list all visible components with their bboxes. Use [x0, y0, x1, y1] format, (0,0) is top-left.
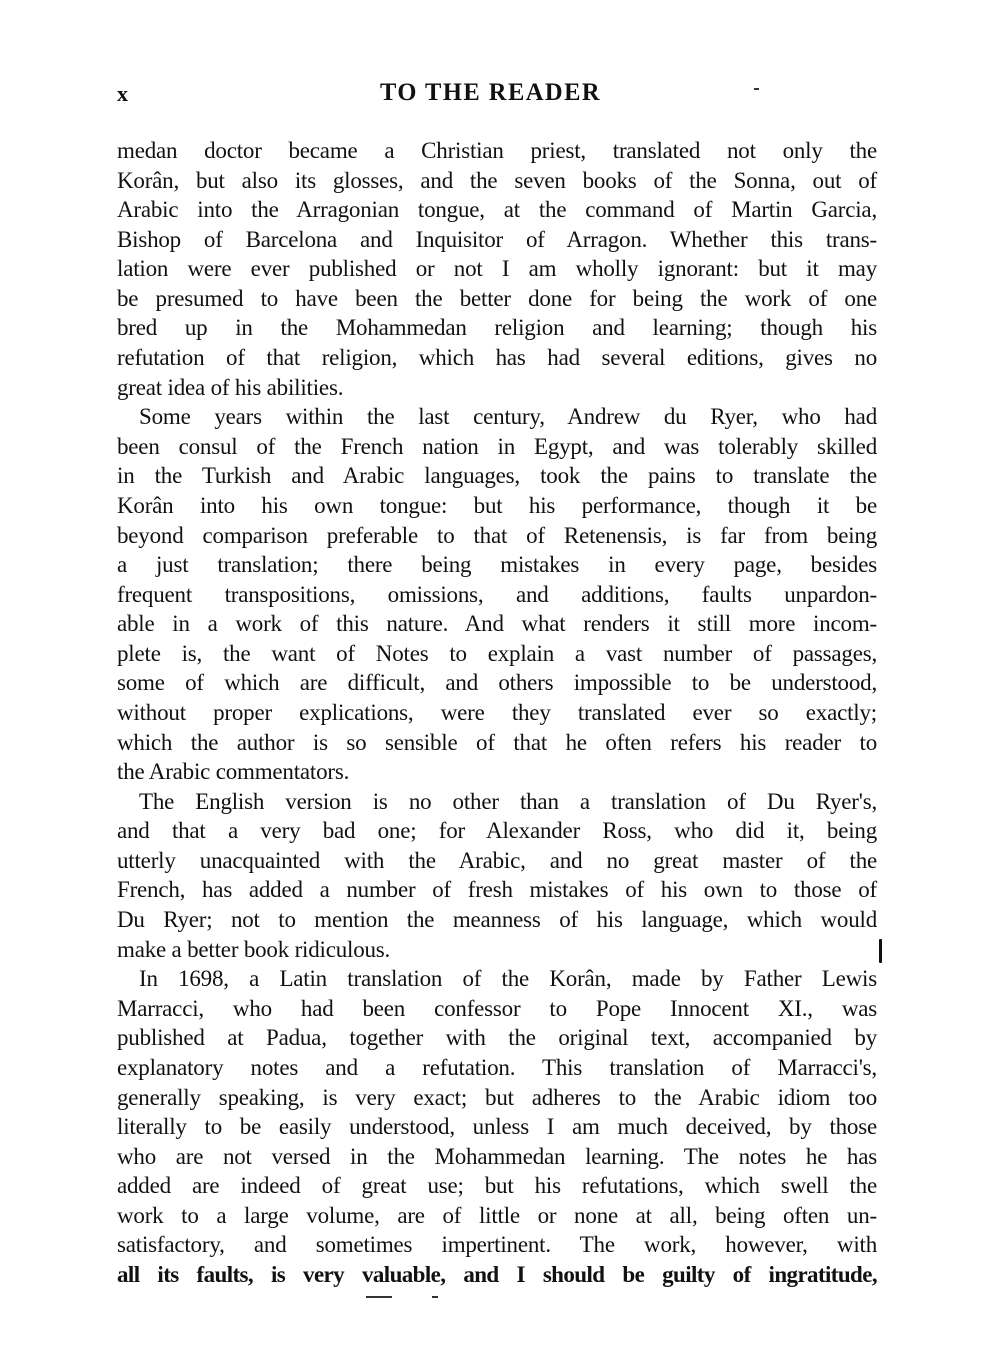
text-line: some of which are difficult, and others impossible to be understood,	[117, 670, 877, 696]
text-line: medan doctor became a Christian priest, translated not only the	[117, 138, 877, 163]
running-head	[117, 78, 877, 110]
text-line: without proper explications, were they translated ever so exactly;	[117, 699, 877, 725]
text-line: explanatory notes and a refutation. This translation of Marracci's,	[117, 1054, 877, 1080]
text-line: added are indeed of great use; but his refutations, which swell the	[117, 1173, 877, 1199]
scan-artifact-mark	[879, 939, 882, 963]
text-line: Korân into his own tongue: but his performance, though it be	[117, 492, 877, 518]
paragraph-4	[117, 964, 877, 1289]
text-line: able in a work of this nature. And what renders it still more incom-	[117, 611, 877, 637]
paragraph-1	[117, 136, 877, 402]
text-line: been consul of the French nation in Egypt, and was tolerably skilled	[117, 433, 877, 459]
text-line: utterly unacquainted with the Arabic, and no great master of the	[117, 847, 877, 873]
text-line: who are not versed in the Mohammedan learning. The notes he has	[117, 1143, 877, 1169]
text-line: generally speaking, is very exact; but adheres to the Arabic idiom too	[117, 1084, 877, 1110]
text-line: work to a large volume, are of little or none at all, being often un-	[117, 1202, 877, 1228]
text-line: Bishop of Barcelona and Inquisitor of Arragon. Whether this trans-	[117, 226, 877, 252]
text-line: refutation of that religion, which has had several editions, gives no	[117, 345, 877, 371]
scan-artifact-speck	[754, 88, 759, 90]
body-text	[117, 136, 877, 1290]
text-line: French, has added a number of fresh mistakes of his own to those of	[117, 877, 877, 903]
text-line: Du Ryer; not to mention the meanness of his language, which would	[117, 907, 877, 933]
text-line: literally to be easily understood, unless I am much deceived, by those	[117, 1114, 877, 1140]
text-line: the Arabic commentators.	[117, 759, 350, 785]
text-line: frequent transpositions, omissions, and additions, faults unpardon-	[117, 581, 877, 607]
scan-artifact-speck	[366, 1296, 392, 1298]
text-line: published at Padua, together with the original text, accompanied by	[117, 1025, 877, 1051]
scan-artifact-speck	[432, 1296, 438, 1298]
text-line: Marracci, who had been confessor to Pope Innocent XI., was	[117, 995, 877, 1021]
text-line: all its faults, is very valuable, and I should be guilty of ingratitude,	[117, 1261, 877, 1287]
running-head-title: TO THE READER	[380, 79, 602, 106]
text-line: satisfactory, and sometimes impertinent. The work, however, with	[117, 1232, 877, 1258]
text-line: make a better book ridiculous.	[117, 936, 391, 962]
text-line: a just translation; there being mistakes in every page, besides	[117, 552, 877, 578]
text-line: lation were ever published or not I am wholly ignorant: but it may	[117, 256, 877, 282]
paragraph-3	[117, 787, 877, 964]
text-line: The English version is no other than a translation of Du Ryer's,	[139, 788, 877, 814]
paragraph-2	[117, 402, 877, 787]
text-line: and that a very bad one; for Alexander Ross, who did it, being	[117, 818, 877, 844]
text-line: plete is, the want of Notes to explain a vast number of passages,	[117, 640, 877, 666]
text-line: bred up in the Mohammedan religion and learning; though his	[117, 315, 877, 341]
text-line: great idea of his abilities.	[117, 374, 344, 400]
text-line: Arabic into the Arragonian tongue, at the command of Martin Garcia,	[117, 197, 877, 223]
text-line: Some years within the last century, Andrew du Ryer, who had	[139, 404, 877, 430]
page-number: x	[117, 81, 128, 106]
text-line: be presumed to have been the better done for being the work of one	[117, 285, 877, 311]
text-line: In 1698, a Latin translation of the Korân, made by Father Lewis	[139, 966, 877, 992]
text-line: Korân, but also its glosses, and the seven books of the Sonna, out of	[117, 167, 877, 193]
text-line: which the author is so sensible of that he often refers his reader to	[117, 729, 877, 755]
text-line: in the Turkish and Arabic languages, took the pains to translate the	[117, 463, 877, 489]
text-line: beyond comparison preferable to that of Retenensis, is far from being	[117, 522, 877, 548]
